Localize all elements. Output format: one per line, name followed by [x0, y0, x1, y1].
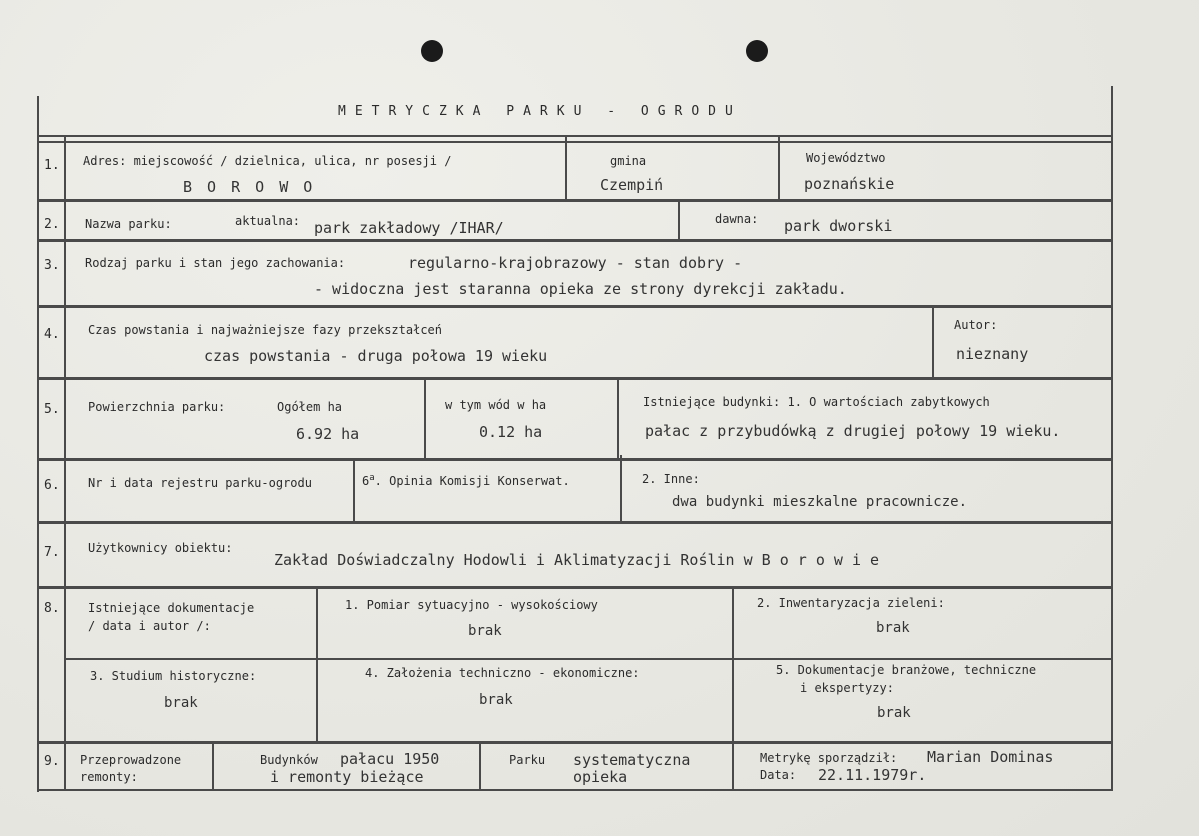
creation-value: czas powstania - druga połowa 19 wieku: [204, 347, 548, 365]
row-number: 7.: [44, 545, 60, 560]
num-divider: [64, 587, 66, 744]
cell-divider: [479, 741, 481, 791]
row-number: 8.: [44, 601, 60, 616]
cell-divider: [565, 135, 567, 201]
inventory-label: 2. Inwentaryzacja zieleni:: [757, 596, 945, 610]
num-divider: [64, 200, 66, 241]
cell-divider: [932, 306, 934, 379]
park-repairs-value-line2: opieka: [573, 768, 628, 786]
cell-divider: [620, 455, 622, 523]
prepared-by-label: Metrykę sporządził:: [760, 751, 898, 765]
row-number: 2.: [44, 217, 60, 232]
author-label: Autor:: [954, 318, 998, 332]
cell-divider: [732, 587, 734, 744]
buildings-value: pałac z przybudówką z drugiej połowy 19 wieku.: [645, 422, 1061, 440]
row-5: [37, 378, 1113, 460]
docs-label-line2: / data i autor /:: [88, 619, 211, 633]
park-repairs-label: Parku: [509, 753, 546, 767]
cell-divider: [424, 378, 426, 460]
address-label: Adres: miejscowość / dzielnica, ulica, nr posesji /: [83, 154, 452, 168]
branch-docs-label-line2: i ekspertyzy:: [800, 681, 894, 695]
total-area-label: Ogółem ha: [277, 400, 343, 414]
row-number: 3.: [44, 258, 60, 273]
other-buildings-value: dwa budynki mieszkalne pracownicze.: [672, 494, 968, 510]
inventory-value: brak: [876, 620, 910, 636]
frame-right-top: [1111, 86, 1113, 140]
prepared-by-value: Marian Dominas: [927, 748, 1054, 766]
voivodeship-label: Województwo: [806, 151, 886, 165]
buildings-repairs-value-line1: pałacu 1950: [340, 750, 440, 768]
area-label: Powierzchnia parku:: [88, 400, 226, 414]
former-name-label: dawna:: [715, 212, 759, 226]
date-label: Data:: [760, 768, 797, 782]
row-2: [37, 200, 1113, 241]
num-divider: [64, 378, 66, 460]
total-area-value: 6.92 ha: [296, 425, 360, 443]
users-label: Użytkownicy obiektu:: [88, 541, 233, 555]
punch-hole: [421, 40, 443, 62]
branch-docs-label-line1: 5. Dokumentacje branżowe, techniczne: [776, 663, 1037, 677]
num-divider: [64, 741, 66, 791]
author-value: nieznany: [956, 345, 1029, 363]
survey-label: 1. Pomiar sytuacyjno - wysokościowy: [345, 598, 598, 612]
gmina-value: Czempiń: [600, 176, 664, 194]
cell-divider: [778, 135, 780, 201]
survey-value: brak: [468, 623, 502, 639]
num-divider: [64, 459, 66, 523]
cell-divider: [732, 741, 734, 791]
docs-label-line1: Istniejące dokumentacje: [88, 601, 255, 615]
study-value: brak: [164, 695, 198, 711]
park-name-label: Nazwa parku:: [85, 217, 172, 231]
current-name-value: park zakładowy /IHAR/: [314, 219, 504, 237]
address-value: B O R O W O: [183, 178, 316, 196]
buildings-repairs-label: Budynków: [260, 753, 318, 767]
park-repairs-value-line1: systematyczna: [573, 751, 691, 769]
users-value: Zakład Doświadczalny Hodowli i Aklimatyzacji Roślin w B o r o w i e: [274, 551, 880, 569]
register-label: Nr i data rejestru parku-ogrodu: [88, 476, 312, 490]
row-number: 1.: [44, 158, 60, 173]
opinion-superscript: a: [369, 473, 375, 483]
repairs-label-line1: Przeprowadzone: [80, 753, 182, 767]
cell-divider: [678, 200, 680, 241]
buildings-repairs-value-line2: i remonty bieżące: [270, 768, 424, 786]
num-divider: [64, 240, 66, 307]
water-area-label: w tym wód w ha: [445, 398, 547, 412]
technical-value: brak: [479, 692, 513, 708]
voivodeship-value: poznańskie: [804, 175, 895, 193]
creation-label: Czas powstania i najważniejsze fazy przekształceń: [88, 323, 443, 337]
num-divider: [64, 306, 66, 379]
former-name-value: park dworski: [784, 217, 893, 235]
other-buildings-label: 2. Inne:: [642, 472, 700, 486]
row-number: 4.: [44, 327, 60, 342]
park-type-label: Rodzaj parku i stan jego zachowania:: [85, 256, 346, 270]
opinion-label: [362, 473, 570, 488]
row-number: 9.: [44, 754, 60, 769]
gmina-label: gmina: [610, 154, 647, 168]
punch-hole: [746, 40, 768, 62]
cell-divider: [617, 378, 619, 460]
park-type-value-line2: - widoczna jest staranna opieka ze strony dyrekcji zakładu.: [314, 280, 847, 298]
branch-docs-value: brak: [877, 705, 911, 721]
row-4: [37, 306, 1113, 379]
buildings-label: Istniejące budynki: 1. O wartościach zabytkowych: [643, 395, 990, 409]
num-divider: [64, 522, 66, 588]
current-name-label: aktualna:: [235, 214, 301, 228]
water-area-value: 0.12 ha: [479, 423, 543, 441]
page-title: METRYCZKA PARKU - OGRODU: [338, 104, 742, 119]
repairs-label-line2: remonty:: [80, 770, 138, 784]
technical-label: 4. Założenia techniczno - ekonomiczne:: [365, 666, 640, 680]
cell-divider: [212, 741, 214, 791]
date-value: 22.11.1979r.: [818, 766, 927, 784]
cell-divider: [353, 459, 355, 523]
study-label: 3. Studium historyczne:: [90, 669, 257, 683]
row-number: 6.: [44, 478, 60, 493]
opinion-text: . Opinia Komisji Konserwat.: [374, 474, 570, 488]
cell-divider: [64, 658, 1113, 660]
num-divider: [64, 135, 66, 201]
row-number: 5.: [44, 402, 60, 417]
park-type-value-line1: regularno-krajobrazowy - stan dobry -: [408, 254, 743, 272]
opinion-number: 6: [362, 474, 370, 488]
cell-divider: [316, 587, 318, 744]
row-6: [37, 459, 1113, 523]
